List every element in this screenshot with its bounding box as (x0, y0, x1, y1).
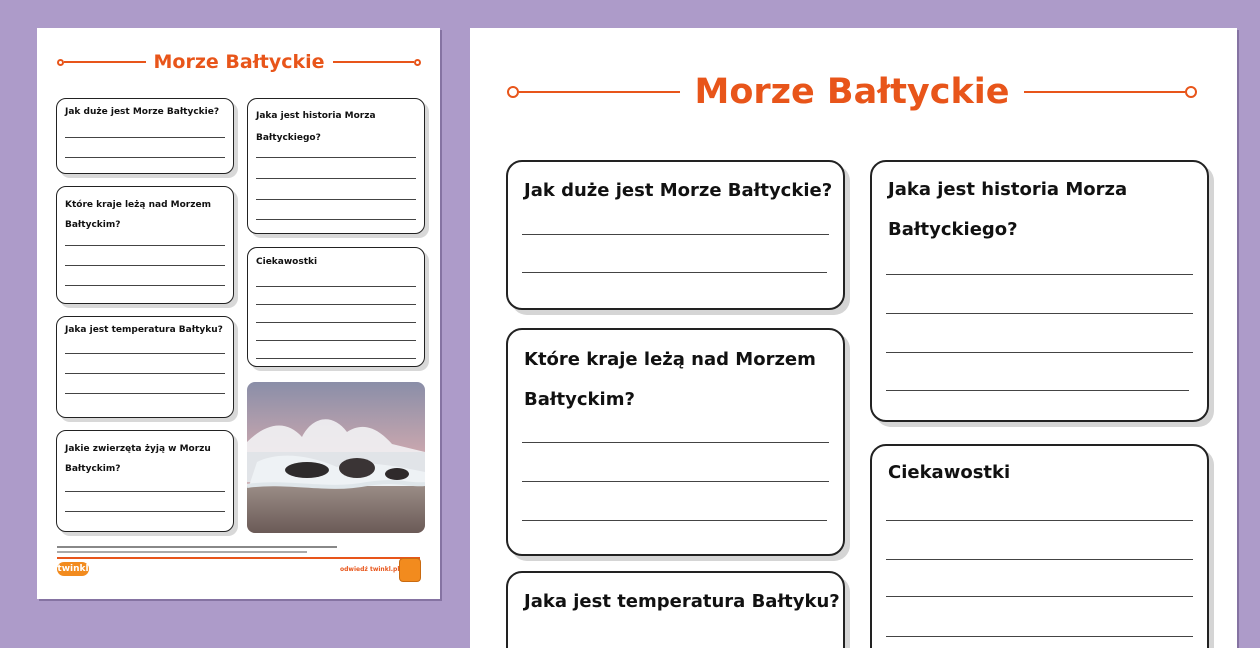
title-right-dot (414, 59, 421, 66)
answer-line[interactable] (256, 157, 416, 158)
answer-line[interactable] (886, 636, 1193, 637)
page-title: Morze Bałtyckie (694, 72, 1010, 112)
title-right-line (1024, 91, 1185, 93)
answer-line[interactable] (886, 390, 1189, 391)
answer-line[interactable] (65, 373, 225, 374)
question-box-size (506, 160, 845, 310)
footer-url[interactable]: odwiedź twinkl.pl (340, 566, 400, 573)
answer-line[interactable] (65, 393, 225, 394)
question-history: Jaka jest historia Morza Bałtyckiego? (888, 179, 1128, 240)
question-countries: Które kraje leżą nad Morzem Bałtyckim? (65, 200, 211, 230)
title-left-dot (507, 86, 519, 98)
answer-line (256, 358, 416, 359)
answer-line[interactable] (522, 442, 829, 443)
question-box-history (247, 98, 425, 234)
answer-line[interactable] (65, 353, 225, 354)
question-box-temperature (506, 571, 845, 648)
answer-line[interactable] (65, 285, 225, 286)
question-temperature: Jaka jest temperatura Bałtyku? (524, 591, 840, 612)
title-left-line (64, 61, 146, 63)
award-badge-icon (399, 558, 421, 582)
answer-line[interactable] (256, 340, 416, 341)
question-box-animals (56, 430, 234, 532)
footer-divider (57, 557, 420, 559)
question-box-facts (247, 247, 425, 367)
answer-line[interactable] (256, 304, 416, 305)
question-box-facts (870, 444, 1209, 648)
title-left-dot (57, 59, 64, 66)
answer-line[interactable] (256, 286, 416, 287)
title-row (57, 50, 421, 74)
question-history: Jaka jest historia Morza Bałtyckiego? (256, 111, 376, 143)
answer-line[interactable] (522, 520, 827, 521)
question-facts: Ciekawostki (888, 462, 1011, 483)
question-box-history (870, 160, 1209, 422)
answer-line[interactable] (522, 234, 829, 235)
answer-line[interactable] (65, 137, 225, 138)
answer-line[interactable] (886, 559, 1193, 560)
title-row (507, 70, 1197, 114)
answer-line[interactable] (522, 481, 829, 482)
answer-line[interactable] (256, 322, 416, 323)
title-right-dot (1185, 86, 1197, 98)
question-size: Jak duże jest Morze Bałtyckie? (65, 107, 220, 117)
question-temperature: Jaka jest temperatura Bałtyku? (65, 325, 223, 335)
answer-line[interactable] (886, 274, 1193, 275)
worksheet-zoomed (470, 28, 1237, 648)
answer-line[interactable] (886, 313, 1193, 314)
question-box-size (56, 98, 234, 174)
disclaimer-text (57, 546, 347, 553)
answer-line[interactable] (522, 272, 827, 273)
question-animals: Jakie zwierzęta żyją w Morzu Bałtyckim? (65, 444, 211, 474)
title-left-line (519, 91, 680, 93)
page-title: Morze Bałtyckie (153, 51, 325, 73)
question-box-temperature (56, 316, 234, 418)
twinkl-logo: twinkl (57, 564, 89, 574)
answer-line[interactable] (256, 178, 416, 179)
answer-line[interactable] (65, 157, 225, 158)
title-right-line (333, 61, 415, 63)
question-box-countries (506, 328, 845, 556)
answer-line[interactable] (886, 520, 1193, 521)
answer-line[interactable] (65, 491, 225, 492)
answer-line[interactable] (256, 199, 416, 200)
answer-line[interactable] (256, 219, 416, 220)
question-countries: Które kraje leżą nad Morzem Bałtyckim? (524, 349, 816, 410)
question-box-countries (56, 186, 234, 304)
answer-line[interactable] (886, 596, 1193, 597)
worksheet-thumbnail (37, 28, 440, 599)
answer-line[interactable] (65, 245, 225, 246)
answer-line[interactable] (65, 265, 225, 266)
answer-line[interactable] (886, 352, 1193, 353)
answer-line[interactable] (65, 511, 225, 512)
question-size: Jak duże jest Morze Bałtyckie? (524, 180, 833, 201)
question-facts: Ciekawostki (256, 257, 318, 267)
sea-waves-icon (247, 382, 425, 533)
sea-waves-photo (247, 382, 425, 533)
